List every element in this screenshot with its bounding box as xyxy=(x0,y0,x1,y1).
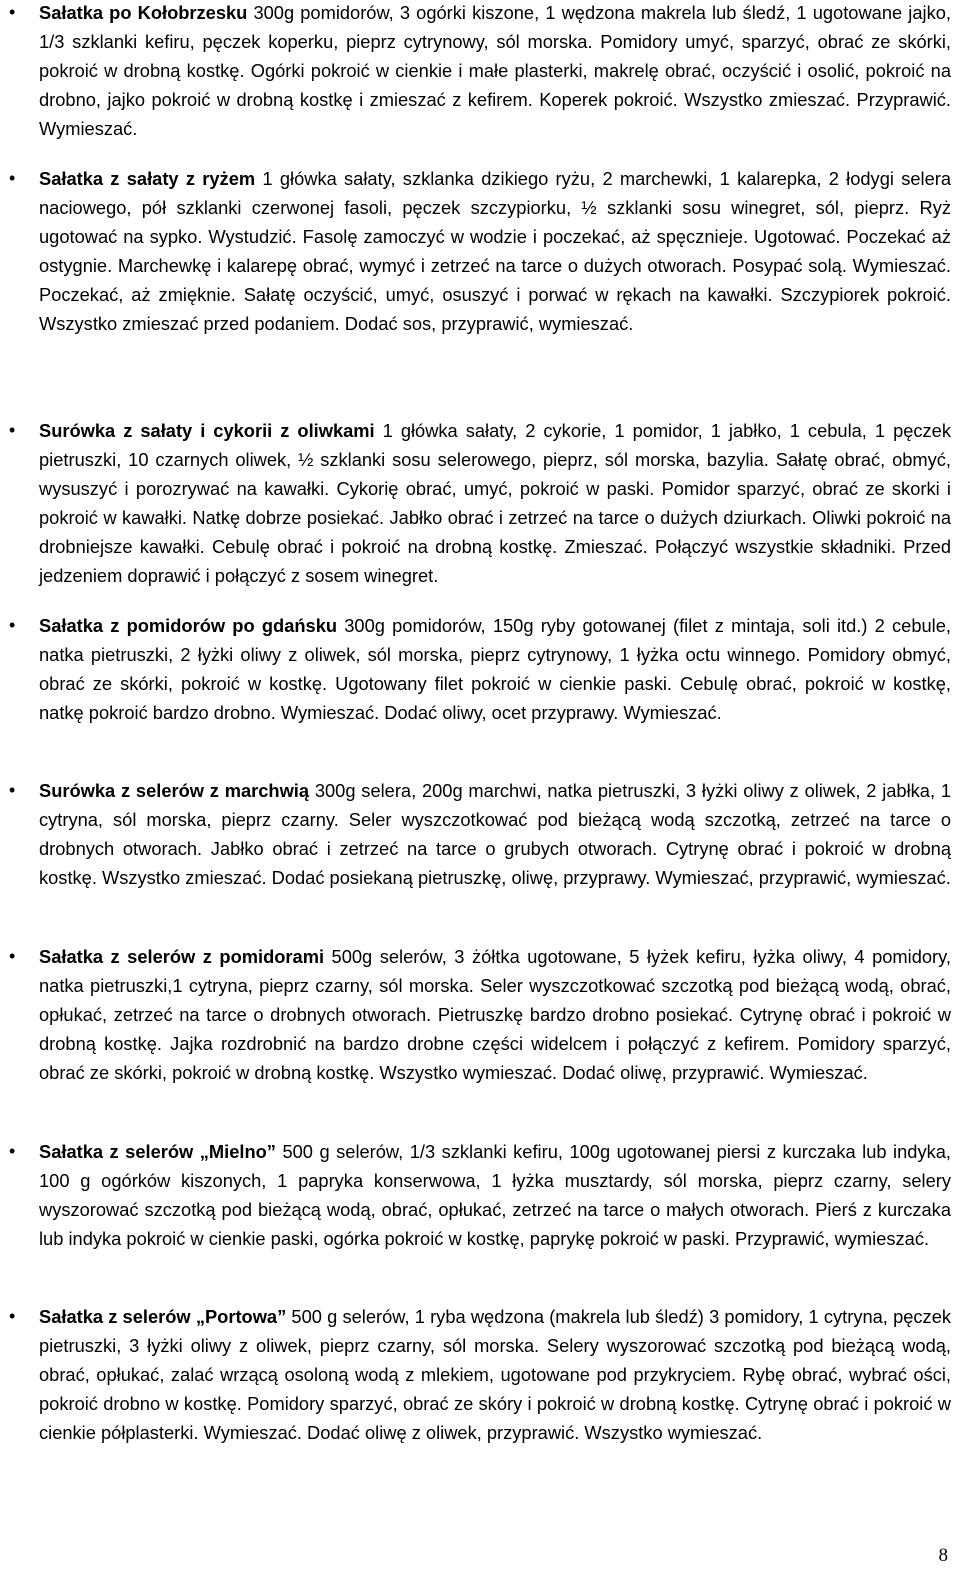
recipe-body: 500g selerów, 3 żółtka ugotowane, 5 łyżek kefiru, łyżka oliwy, 4 pomidory, natka pietruszki,1 cytryna, pieprz czarny, sól morska. Seler wyszczotkować szczotką pod bieżącą wodą, obrać, opłukać, zetrzeć na tarce o drobnych otworach. Pietruszkę bardzo drobno posiekać. Cytrynę obrać i pokroić w drobną kostkę. Jajka rozdrobnić na bardzo drobne części widelcem i połączyć z kefirem. Pomidory sparzyć, obrać ze skórki, pokroić w drobną kostkę. Wszystko wymieszać. Dodać oliwę, przyprawić. Wymieszać. xyxy=(39,946,951,1083)
bullet: • xyxy=(9,780,16,800)
recipe-title: Surówka z selerów z marchwią xyxy=(39,780,310,801)
recipe-title: Surówka z sałaty i cykorii z oliwkami xyxy=(39,420,375,441)
recipe-body: 300g pomidorów, 150g ryby gotowanej (filet z mintaja, soli itd.) 2 cebule, natka pietruszki, 2 łyżki oliwy z oliwek, sól morska, pieprz cytrynowy, 1 łyżka octu winnego. Pomidory obmyć, obrać ze skórki, pokroić w kostkę. Ugotowany filet pokroić w cienkie paski. Cebulę obrać, pokroić w kostkę, natkę pokroić bardzo drobno. Wymieszać. Dodać oliwy, ocet przyprawy. Wymieszać. xyxy=(39,615,951,723)
list-item xyxy=(0,1302,960,1447)
list-item xyxy=(0,776,960,892)
list-item xyxy=(0,164,960,338)
recipe-text xyxy=(39,611,951,727)
recipe-body: 1 główka sałaty, szklanka dzikiego ryżu, 2 marchewki, 1 kalarepka, 2 łodygi selera naciowego, pół szklanki czerwonej fasoli, pęczek szczypiorku, ½ szklanki sosu winegret, sól, pieprz. Ryż ugotować na sypko. Wystudzić. Fasolę zamoczyć w wodzie i poczekać, aż spęcznieje. Ugotować. Poczekać aż ostygnie. Marchewkę i kalarepę obrać, wymyć i zetrzeć na tarce o dużych otworach. Posypać solą. Wymieszać. Poczekać, aż zmięknie. Sałatę oczyścić, umyć, osuszyć i porwać w rękach na kawałki. Szczypiorek pokroić. Wszystko zmieszać przed podaniem. Dodać sos, przyprawić, wymieszać. xyxy=(39,168,951,334)
bullet: • xyxy=(9,1141,16,1161)
recipe-text xyxy=(39,0,951,143)
recipe-title: Sałatka z sałaty z ryżem xyxy=(39,168,256,189)
list-item xyxy=(0,1137,960,1253)
bullet: • xyxy=(9,168,16,188)
recipe-body: 300g selera, 200g marchwi, natka pietruszki, 3 łyżki oliwy z oliwek, 2 jabłka, 1 cytryna, sól morska, pieprz czarny. Seler wyszczotkować pod bieżącą wodą szczotką, zetrzeć na tarce o drobnych otworach. Jabłko obrać i zetrzeć na tarce o grubych otworach. Cytrynę obrać i pokroić w drobną kostkę. Wszystko zmieszać. Dodać posiekaną pietruszkę, oliwę, przyprawy. Wymieszać, przyprawić, wymieszać. xyxy=(39,780,951,888)
recipe-text xyxy=(39,776,951,892)
bullet: • xyxy=(9,946,16,966)
recipe-title: Sałatka po Kołobrzesku xyxy=(39,2,248,23)
list-item xyxy=(0,611,960,727)
recipe-text xyxy=(39,416,951,590)
list-item xyxy=(0,0,960,143)
recipe-title: Sałatka z selerów z pomidorami xyxy=(39,946,325,967)
recipe-text xyxy=(39,942,951,1087)
bullet: • xyxy=(9,2,16,22)
page-number: 8 xyxy=(938,1545,948,1566)
recipe-body: 300g pomidorów, 3 ogórki kiszone, 1 wędzona makrela lub śledź, 1 ugotowane jajko, 1/3 szklanki kefiru, pęczek koperku, pieprz cytrynowy, sól morska. Pomidory umyć, sparzyć, obrać ze skórki, pokroić w drobną kostkę. Ogórki pokroić w cienkie i małe plasterki, makrelę obrać, oczyścić i osolić, pokroić na drobno, jajko pokroić w drobną kostkę i zmieszać z kefirem. Koperek pokroić. Wszystko zmieszać. Przyprawić. Wymieszać. xyxy=(39,2,951,139)
recipe-text xyxy=(39,1302,951,1447)
recipe-title: Sałatka z selerów „Portowa” xyxy=(39,1306,287,1327)
recipe-body: 500 g selerów, 1/3 szklanki kefiru, 100g ugotowanej piersi z kurczaka lub indyka, 100 g ogórków kiszonych, 1 papryka konserwowa, 1 łyżka musztardy, sól morska, pieprz czarny, selery wyszorować szczotką pod bieżącą wodą, obrać, opłukać, zetrzeć na tarce o małych otworach. Pierś z kurczaka lub indyka pokroić w cienkie paski, ogórka pokroić w kostkę, paprykę pokroić w paski. Przyprawić, wymieszać. xyxy=(39,1141,951,1249)
recipe-body: 1 główka sałaty, 2 cykorie, 1 pomidor, 1 jabłko, 1 cebula, 1 pęczek pietruszki, 10 czarnych oliwek, ½ szklanki sosu selerowego, pieprz, sól morska, bazylia. Sałatę obrać, obmyć, wysuszyć i porozrywać na kawałki. Cykorię obrać, umyć, pokroić w paski. Pomidor sparzyć, obrać ze skorki i pokroić w kawałki. Natkę dobrze posiekać. Jabłko obrać i zetrzeć na tarce o dużych dziurkach. Oliwki pokroić na drobniejsze kawałki. Cebulę obrać i pokroić na drobną kostkę. Zmieszać. Połączyć wszystkie składniki. Przed jedzeniem doprawić i połączyć z sosem winegret. xyxy=(39,420,951,586)
recipe-body: 500 g selerów, 1 ryba wędzona (makrela lub śledź) 3 pomidory, 1 cytryna, pęczek pietruszki, 3 łyżki oliwy z oliwek, pieprz czarny, sól morska. Selery wyszorować szczotką pod bieżącą wodą, obrać, opłukać, zalać wrzącą osoloną wodą z mlekiem, ugotowane pod przykryciem. Rybę obrać, wybrać ości, pokroić drobno w kostkę. Pomidory sparzyć, obrać ze skóry i pokroić w drobną kostkę. Cytrynę obrać i pokroić w cienkie półplasterki. Wymieszać. Dodać oliwę z oliwek, przyprawić. Wszystko wymieszać. xyxy=(39,1306,952,1443)
recipe-title: Sałatka z pomidorów po gdańsku xyxy=(39,615,338,636)
bullet: • xyxy=(9,1306,16,1326)
recipe-text xyxy=(39,164,951,338)
bullet: • xyxy=(9,420,16,440)
list-item xyxy=(0,942,960,1087)
list-item xyxy=(0,416,960,590)
recipe-text xyxy=(39,1137,951,1253)
bullet: • xyxy=(9,615,16,635)
recipe-title: Sałatka z selerów „Mielno” xyxy=(39,1141,276,1162)
